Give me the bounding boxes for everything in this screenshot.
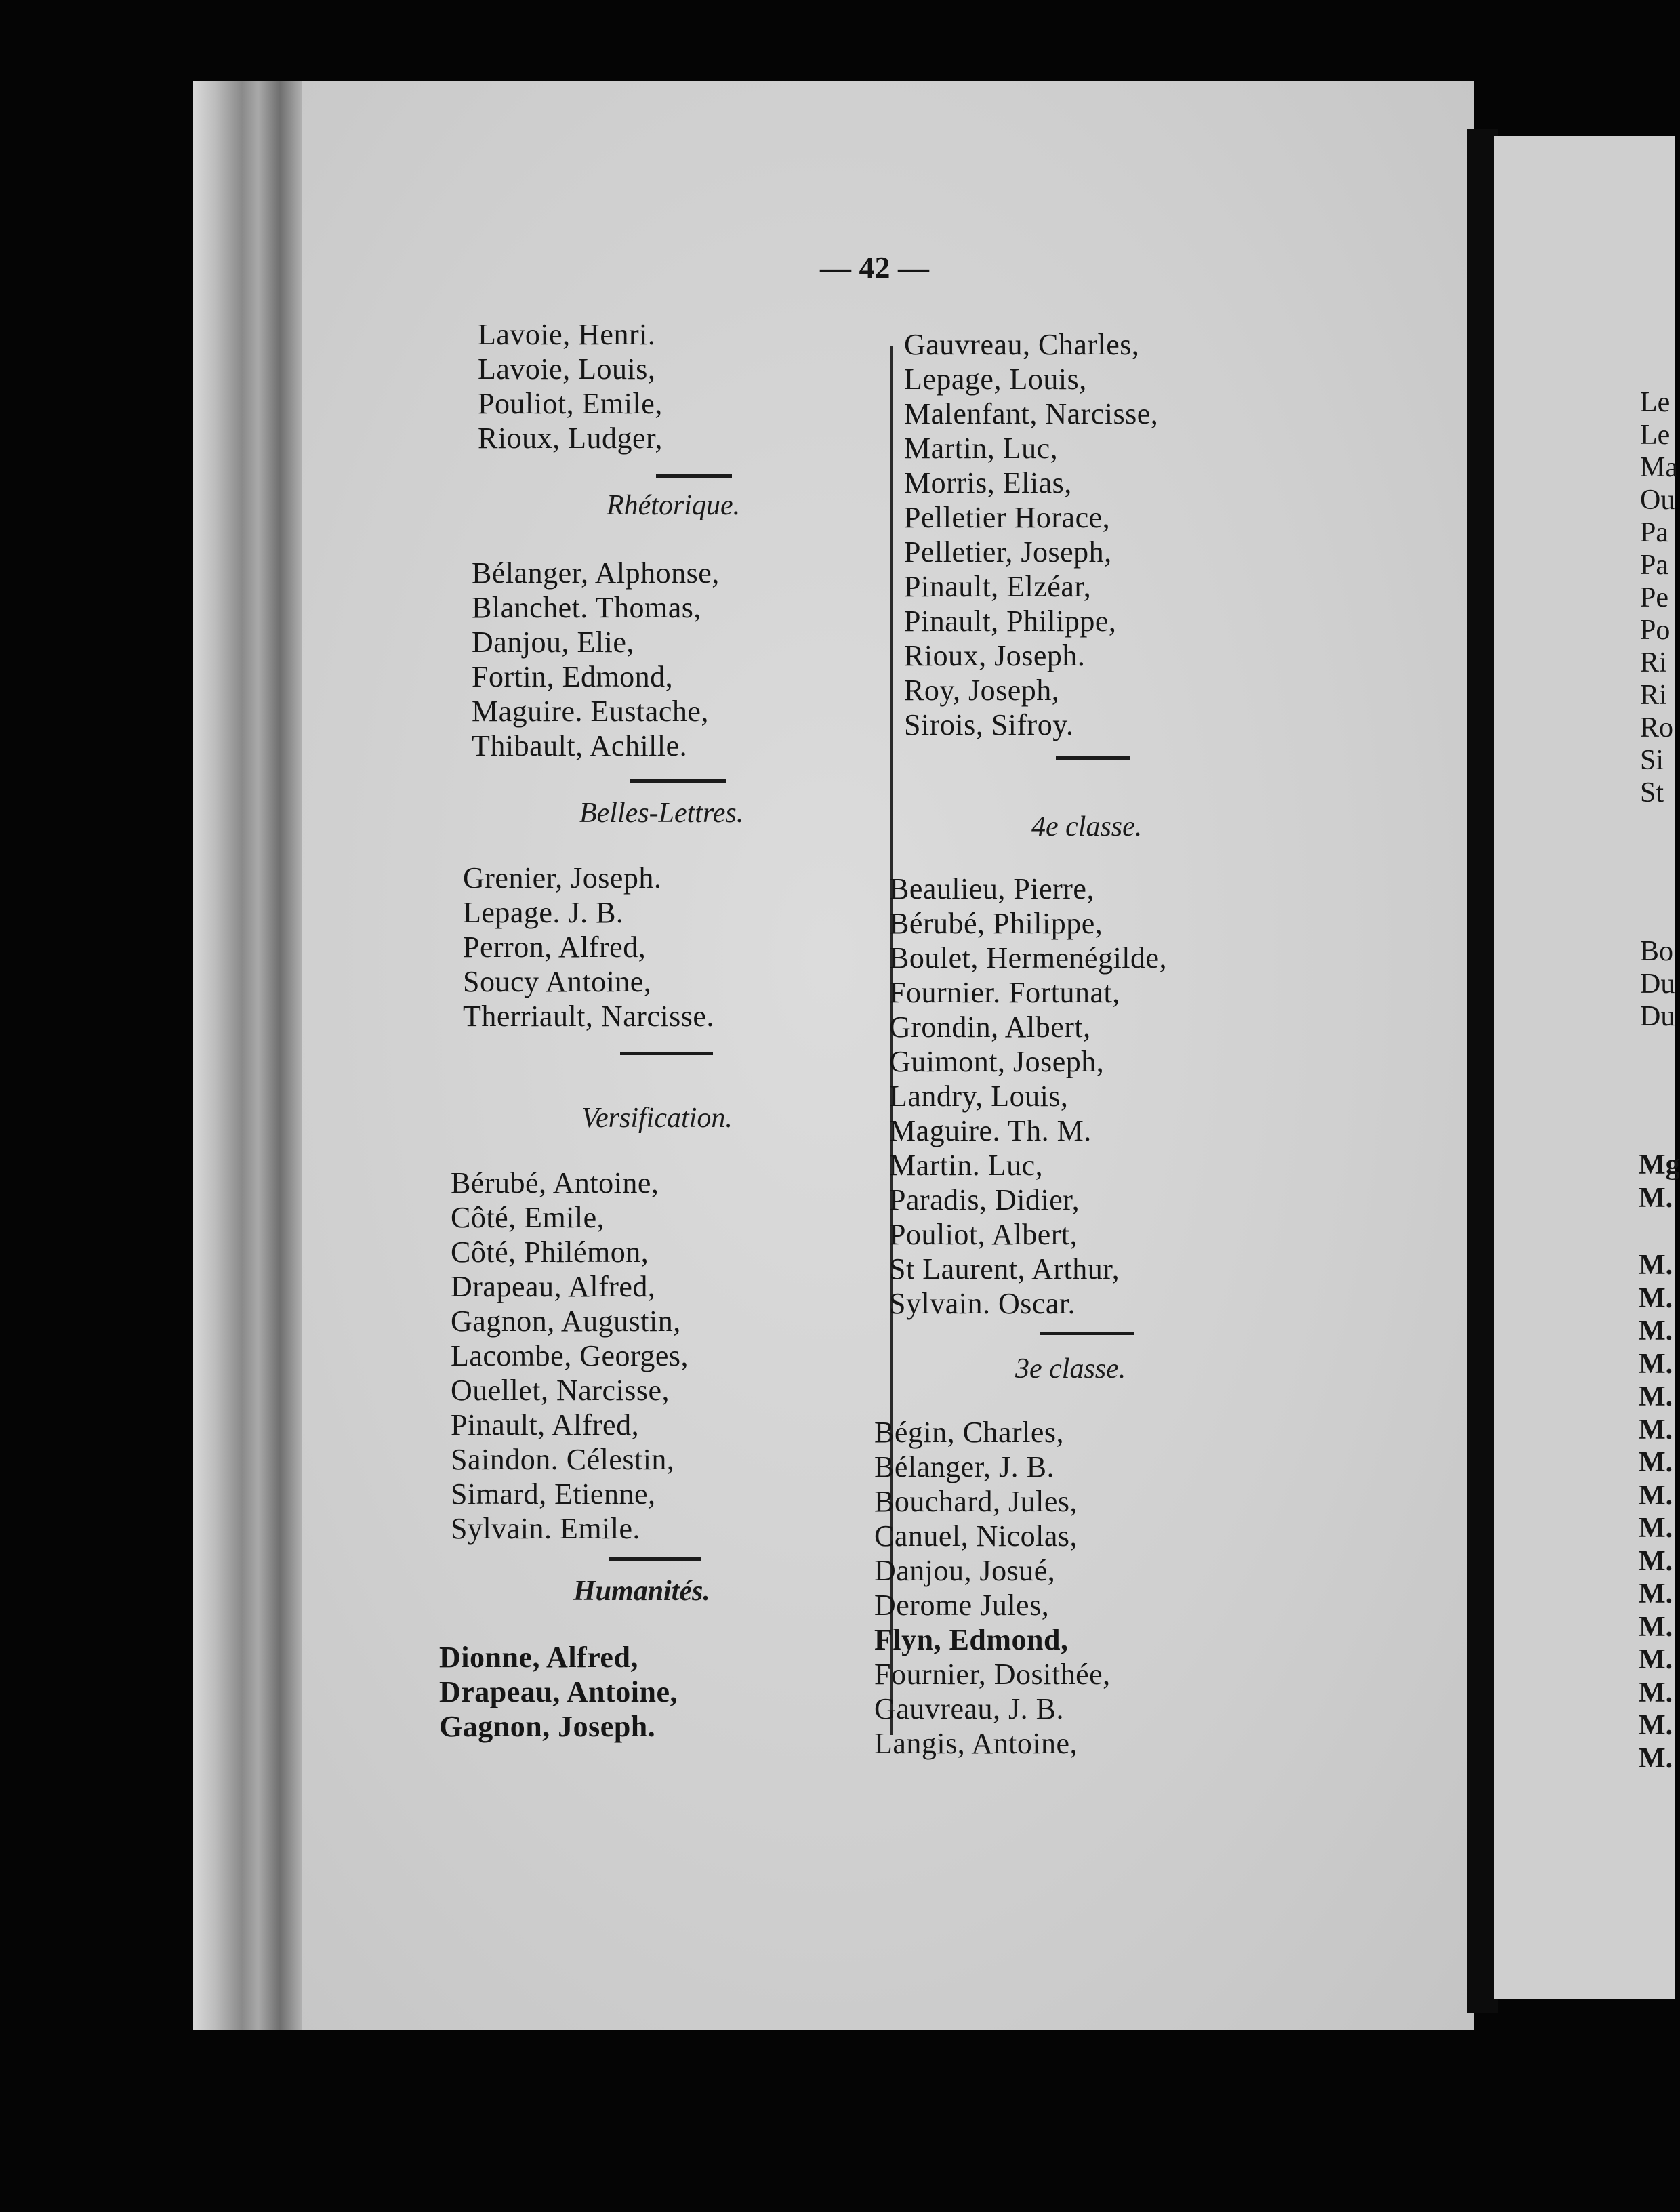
- versification-names: [451, 1166, 689, 1546]
- section-heading-rhetorique: Rhétorique.: [607, 490, 741, 521]
- section-divider: [1040, 1332, 1134, 1335]
- name-entry: Boulet, Hermenégilde,: [889, 941, 1168, 975]
- name-entry: Gagnon, Augustin,: [451, 1305, 681, 1338]
- fragment: M.: [1639, 1250, 1673, 1281]
- book-binding-shadow: [1467, 129, 1498, 2013]
- name-entry: Pelletier, Joseph,: [904, 535, 1112, 569]
- name-entry: Pelletier Horace,: [904, 501, 1111, 534]
- name-entry: Therriault, Narcisse.: [463, 1000, 714, 1033]
- name-entry: Lepage, Louis,: [904, 363, 1087, 396]
- name-entry: Fournier, Dosithée,: [874, 1658, 1111, 1691]
- name-entry: Rioux, Joseph.: [904, 639, 1086, 672]
- fragment: M.: [1639, 1578, 1673, 1610]
- name-entry: Gauvreau, J. B.: [874, 1692, 1064, 1725]
- fragment: Pe: [1640, 582, 1668, 613]
- name-entry: Pinault, Philippe,: [904, 605, 1117, 638]
- fragment: Po: [1640, 615, 1671, 646]
- fragment: Bo: [1640, 936, 1674, 967]
- fragment: M.: [1639, 1479, 1673, 1511]
- name-entry: Danjou, Josué,: [874, 1554, 1056, 1587]
- name-entry: Côté, Emile,: [451, 1201, 605, 1234]
- section-heading-4e-classe: 4e classe.: [1031, 811, 1143, 842]
- fragment: Du: [1640, 968, 1675, 1000]
- name-entry: Fournier. Fortunat,: [889, 976, 1120, 1009]
- name-entry: Perron, Alfred,: [463, 930, 647, 964]
- fragment: M.: [1639, 1348, 1673, 1380]
- name-entry: Langis, Antoine,: [874, 1727, 1078, 1760]
- name-entry: Pinault, Alfred,: [451, 1408, 640, 1441]
- fragment: St: [1640, 777, 1664, 808]
- adjacent-page-fragments-mid: [1640, 935, 1675, 1033]
- page-gutter-edges: [193, 81, 302, 2030]
- name-entry: Lepage. J. B.: [463, 896, 624, 929]
- name-entry: Ouellet, Narcisse,: [451, 1374, 670, 1407]
- rhetorique-names: [472, 556, 720, 763]
- name-entry: Roy, Joseph,: [904, 674, 1060, 707]
- fragment: M.: [1639, 1381, 1673, 1412]
- name-entry: Sirois, Sifroy.: [904, 708, 1074, 741]
- fragment: Ri: [1640, 680, 1667, 711]
- adjacent-page-fragments-m-list: [1639, 1249, 1673, 1775]
- fragment: M.: [1639, 1513, 1673, 1544]
- name-entry: Guimont, Joseph,: [889, 1045, 1105, 1078]
- right-top-names: [904, 327, 1158, 742]
- name-entry: Bélanger, J. B.: [874, 1450, 1055, 1483]
- name-entry: Sylvain. Oscar.: [889, 1287, 1076, 1320]
- fragment: M.: [1639, 1611, 1673, 1643]
- name-entry: Bégin, Charles,: [874, 1416, 1065, 1449]
- name-entry: Pinault, Elzéar,: [904, 570, 1092, 603]
- fragment: M.: [1639, 1447, 1673, 1478]
- name-entry: Martin, Luc,: [904, 432, 1059, 465]
- fragment: Du: [1640, 1001, 1675, 1032]
- fragment: M.: [1639, 1644, 1673, 1675]
- section-heading-belles-lettres: Belles-Lettres.: [579, 798, 744, 829]
- name-entry: Fortin, Edmond,: [472, 660, 674, 693]
- section-heading-3e-classe: 3e classe.: [1015, 1353, 1126, 1385]
- name-entry: Pouliot, Emile,: [478, 387, 663, 420]
- fragment: Pa: [1640, 550, 1668, 581]
- name-entry: Beaulieu, Pierre,: [889, 872, 1094, 905]
- fragment: Ma: [1640, 452, 1678, 483]
- section-divider: [620, 1052, 713, 1055]
- name-entry: Dionne, Alfred,: [439, 1641, 638, 1674]
- name-entry: Lavoie, Henri.: [478, 318, 656, 351]
- fragment: M.: [1639, 1182, 1673, 1214]
- 4e-classe-names: [889, 872, 1167, 1321]
- name-entry: Bérubé, Philippe,: [889, 907, 1103, 940]
- name-entry: Blanchet. Thomas,: [472, 591, 701, 624]
- name-entry: St Laurent, Arthur,: [889, 1252, 1120, 1286]
- name-entry: Maguire. Eustache,: [472, 695, 709, 728]
- section-divider: [656, 474, 732, 478]
- name-entry: Grenier, Joseph.: [463, 861, 662, 895]
- fragment: M.: [1639, 1677, 1673, 1708]
- page-number: — 42 —: [820, 250, 929, 285]
- adjacent-page-fragments-top: [1640, 386, 1678, 809]
- name-entry: Gagnon, Joseph.: [439, 1710, 656, 1743]
- name-entry: Lacombe, Georges,: [451, 1339, 689, 1372]
- name-entry: Maguire. Th. M.: [889, 1114, 1092, 1147]
- section-divider: [1056, 756, 1130, 760]
- humanites-names: [439, 1640, 678, 1744]
- fragment: Pa: [1640, 517, 1668, 548]
- name-entry: Lavoie, Louis,: [478, 352, 656, 386]
- fragment: Ou: [1640, 485, 1675, 516]
- fragment: M.: [1639, 1545, 1673, 1577]
- name-entry: Bélanger, Alphonse,: [472, 556, 720, 590]
- name-entry: Malenfant, Narcisse,: [904, 397, 1159, 430]
- fragment: Le: [1640, 419, 1671, 451]
- name-entry: Saindon. Célestin,: [451, 1443, 675, 1476]
- fragment: M.: [1639, 1742, 1673, 1774]
- name-entry: Canuel, Nicolas,: [874, 1519, 1078, 1553]
- fragment: M.: [1639, 1710, 1673, 1741]
- name-entry: Danjou, Elie,: [472, 626, 634, 659]
- section-divider: [609, 1557, 701, 1561]
- section-heading-humanites: Humanités.: [573, 1576, 710, 1607]
- name-entry: Côté, Philémon,: [451, 1235, 649, 1269]
- left-top-names: [478, 317, 663, 455]
- name-entry: Rioux, Ludger,: [478, 422, 663, 455]
- name-entry: Drapeau, Alfred,: [451, 1270, 656, 1303]
- fragment: M.: [1639, 1282, 1673, 1314]
- name-entry: Simard, Etienne,: [451, 1477, 656, 1511]
- name-entry: Paradis, Didier,: [889, 1183, 1080, 1216]
- name-entry: Sylvain. Emile.: [451, 1512, 641, 1545]
- 3e-classe-names: [874, 1415, 1111, 1761]
- fragment: Ri: [1640, 647, 1667, 678]
- belles-lettres-names: [463, 861, 714, 1033]
- name-entry: Soucy Antoine,: [463, 965, 652, 998]
- name-entry: Pouliot, Albert,: [889, 1218, 1078, 1251]
- adjacent-page-fragments-m-head: [1639, 1149, 1680, 1214]
- name-entry: Derome Jules,: [874, 1589, 1050, 1622]
- name-entry: Morris, Elias,: [904, 466, 1072, 499]
- fragment: M.: [1639, 1414, 1673, 1446]
- name-entry: Bouchard, Jules,: [874, 1485, 1078, 1518]
- fragment: Si: [1640, 745, 1664, 776]
- name-entry: Martin. Luc,: [889, 1149, 1044, 1182]
- fragment: Ro: [1640, 712, 1674, 743]
- name-entry: Flyn, Edmond,: [874, 1623, 1069, 1656]
- fragment: M.: [1639, 1315, 1673, 1347]
- name-entry: Bérubé, Antoine,: [451, 1166, 659, 1200]
- name-entry: Thibault, Achille.: [472, 729, 688, 762]
- section-divider: [630, 779, 726, 783]
- name-entry: Drapeau, Antoine,: [439, 1675, 678, 1708]
- name-entry: Landry, Louis,: [889, 1080, 1069, 1113]
- section-heading-versification: Versification.: [581, 1103, 733, 1134]
- fragment: Le: [1640, 387, 1671, 418]
- name-entry: Gauvreau, Charles,: [904, 328, 1140, 361]
- name-entry: Grondin, Albert,: [889, 1010, 1091, 1044]
- fragment: Mg: [1639, 1149, 1680, 1181]
